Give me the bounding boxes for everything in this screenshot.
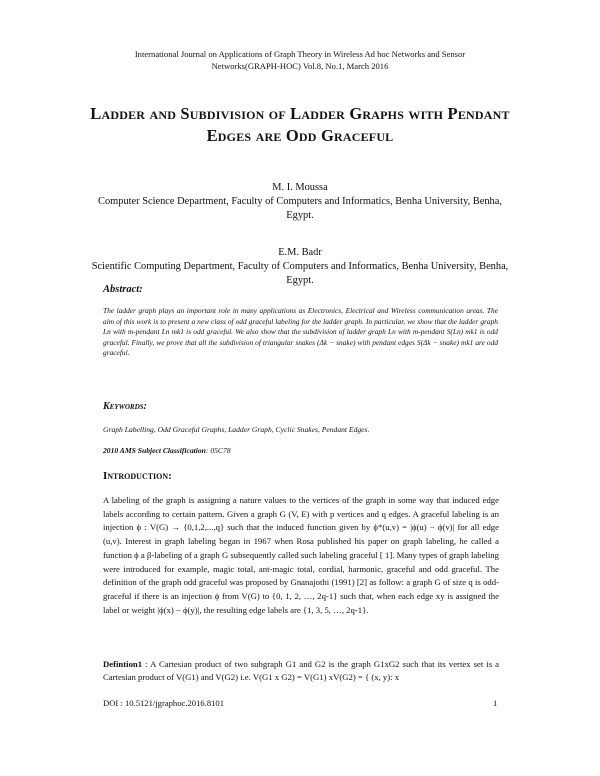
introduction-heading: Introduction: <box>103 470 172 482</box>
author-block-1 <box>90 181 510 223</box>
definition-paragraph <box>103 658 499 685</box>
paper-title: Ladder and Subdivision of Ladder Graphs with Pendant Edges are Odd Graceful <box>90 104 510 145</box>
author-block-2 <box>90 246 510 288</box>
keywords-heading: Keywords: <box>103 401 147 412</box>
msc-label: 2010 AMS Subject Classification <box>103 446 206 455</box>
author-affiliation: Scientific Computing Department, Faculty of Computers and Informatics, Benha University, Benha, Egypt. <box>91 261 509 286</box>
definition-label: Defintion1 <box>103 659 143 669</box>
msc-value: : 05C78 <box>205 446 231 455</box>
author-name: M. I. Moussa <box>272 182 328 193</box>
author-name: E.M. Badr <box>278 247 322 258</box>
msc-line <box>103 446 498 455</box>
page-number: 1 <box>493 698 498 708</box>
author-affiliation: Computer Science Department, Faculty of Computers and Informatics, Benha University, Benha, Egypt. <box>98 196 502 221</box>
keywords-text: Graph Labelling, Odd Graceful Graphs, Ladder Graph, Cyclic Snakes, Pendant Edges. <box>103 425 370 434</box>
abstract-heading: Abstract: <box>103 284 143 295</box>
journal-header: International Journal on Applications of Graph Theory in Wireless Ad hoc Networks and Sensor Networks(GRAPH-HOC) Vol.8, No.1, March 2016 <box>134 49 466 71</box>
introduction-text: A labeling of the graph is assigning a nature values to the vertices of the graph in some way that induced edge labels according to certain pattern. Given a graph G (V, E) with p vertices and q edges. A graceful labeling is an injection ϕ : V(G) → {0,1,2,...,q} such that the induced function given by ϕ*(u,v) = |ϕ(u) − ϕ(v)| for all edge (u,v). Interest in graph labeling began in 1967 when Rosa published his paper on graph labeling, he called a function ϕ a β-labeling of a graph G subsequently called such labeling graceful [ 1]. Many types of graph labeling were introduced for example, magic total, ant-magic total, cordial, harmonic, graceful and odd graceful. The definition of the graph odd graceful was proposed by Gnanajothi (1991) [2] as follow: a graph G of size q is odd-graceful if there is an injection ϕ from V(G) to {0, 1, 2, …, 2q-1} such that, when each edge xy is assigned the label or weight |ϕ(x) − ϕ(y)|, the resulting edge labels are {1, 3, 5, …, 2q-1}. <box>103 495 499 615</box>
definition-text: : A Cartesian product of two subgraph G1 and G2 is the graph G1xG2 such that its vertex set is a Cartesian product of V(G1) and V(G2) i.e. V(G1 x G2) = V(G1) xV(G2) = { (x, y): x <box>103 659 500 683</box>
abstract-text: The ladder graph plays an important role in many applications as Electronics, Electrical and Wireless communication areas. The aim of this work is to present a new class of odd graceful labeling for the ladder graph. In particular, we show that the ladder graph Ln with m-pendant Ln mk1 is odd graceful. We also show that the subdivision of ladder graph Ln with m-pendant S(Ln) mk1 is odd graceful. Finally, we prove that all the subdivision of triangular snakes (Δk − snake) with pendant edges S(Δk − snake) mk1 are odd graceful. <box>103 306 498 358</box>
footer-doi: DOI : 10.5121/jgraphoc.2016.8101 <box>103 698 225 708</box>
